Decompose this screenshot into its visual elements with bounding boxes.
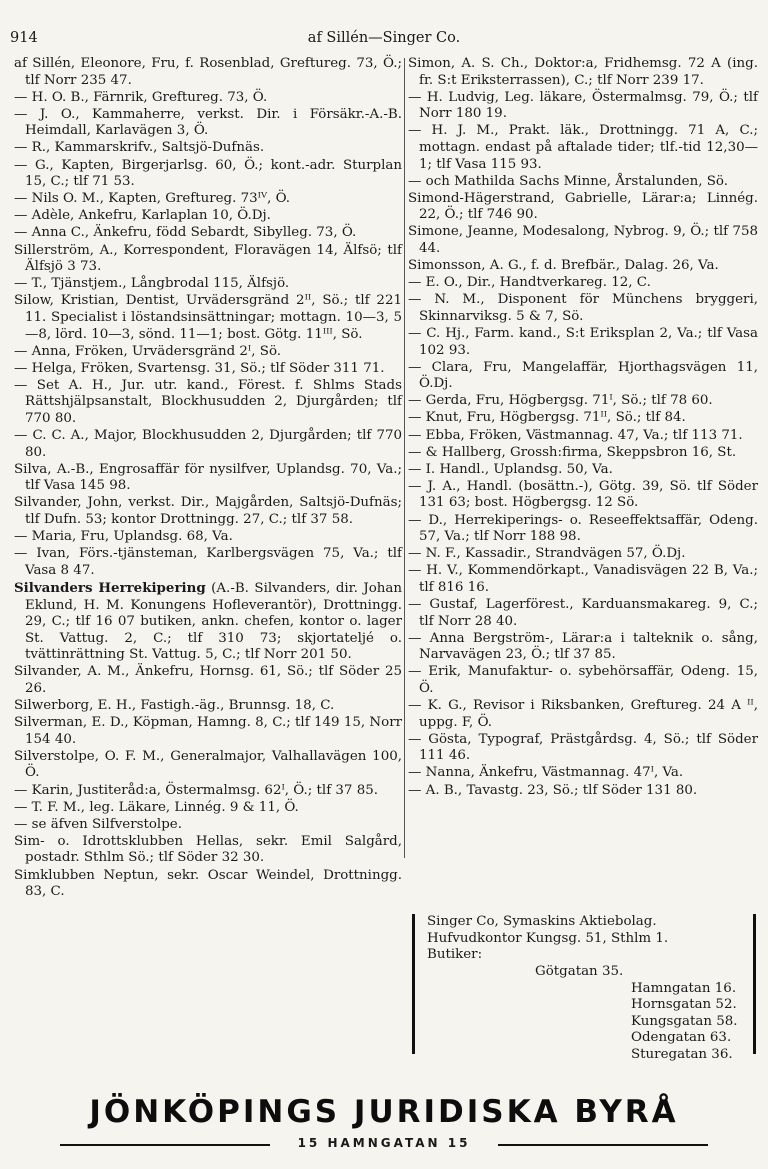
shop-address: Kungsgatan 58. [631, 1013, 738, 1029]
singer-advert-box [412, 914, 756, 1062]
directory-entry: — & Hallberg, Grossh:firma, Skeppsbron 16, St. [408, 444, 737, 460]
directory-entry: — R., Kammarskrifv., Saltsjö-Dufnäs. [14, 140, 265, 156]
directory-entry: — Set A. H., Jur. utr. kand., Förest. f. Shlms Stads Rättshjälpsanstalt, Blockhusudden 2, Djurgården; tlf 770 80. [14, 377, 402, 426]
shop-address: Sturegatan 36. [631, 1046, 733, 1062]
directory-entry: — N. F., Kassadir., Strandvägen 57, Ö.Dj. [408, 546, 686, 562]
directory-entry: — Karin, Justiteråd:a, Östermalmsg. 62ᴵ, Ö.; tlf 37 85. [14, 782, 378, 798]
directory-entry: — A. B., Tavastg. 23, Sö.; tlf Söder 131 80. [408, 782, 698, 798]
directory-entry: — Clara, Fru, Mangelaffär, Hjorthagsvägen 11, Ö.Dj. [408, 359, 758, 392]
directory-entry: Sim- o. Idrottsklubben Hellas, sekr. Emil Salgård, postadr. Sthlm Sö.; tlf Söder 32 30. [14, 833, 402, 866]
directory-entry: Silverman, E. D., Köpman, Hamng. 8, C.; tlf 149 15, Norr 154 40. [14, 715, 402, 747]
page-number: 914 [10, 30, 38, 46]
directory-entry: — T., Tjänstjem., Långbrodal 115, Älfsjö. [14, 276, 290, 292]
directory-entry: — E. O., Dir., Handtverkareg. 12, C. [408, 275, 651, 291]
page-header [0, 30, 768, 54]
advert-line-1: Singer Co, Symaskins Aktiebolag. [427, 914, 657, 929]
directory-entry: Silvander, A. M., Änkefru, Hornsg. 61, Sö.; tlf Söder 25 26. [14, 664, 402, 696]
directory-entry: — H. V., Kommendörkapt., Vanadisvägen 22 B, Va.; tlf 816 16. [408, 563, 758, 595]
bold-entry-text: (A.-B. Silvanders, dir. Johan Eklund, H. M. Konungens Hofleverantör), Drottningg. 29, C.; tlf 16 07 butiken, ankn. chefen, kontor o. lager St. Vattug. 2, C.; tlf 310 73; skjortatelјé o. tvättinrättning St. Vattug. 5, C.; tlf Norr 201 50. [25, 580, 402, 663]
directory-entry: Simond-Hägerstrand, Gabrielle, Lärar:a; Linnég. 22, Ö.; tlf 746 90. [408, 190, 758, 223]
page-title: af Sillén—Singer Co. [307, 30, 461, 46]
directory-entry: Simonsson, A. G., f. d. Brefbär., Dalag. 26, Va. [408, 258, 719, 274]
shop-address: Hamngatan 16. [631, 980, 737, 996]
directory-entry: Sillerström, A., Korrespondent, Floravägen 14, Älfsö; tlf Älfsjö 3 73. [14, 242, 402, 275]
directory-entry: — Gösta, Typograf, Prästgårdsg. 4, Sö.; tlf Söder 111 46. [408, 731, 758, 764]
directory-entry: — Anna, Fröken, Urvädersgränd 2ᴵ, Sö. [14, 343, 282, 359]
directory-entry: — H. O. B., Färnrik, Greftureg. 73, Ö. [14, 89, 268, 105]
advert-banner-title: JÖNKÖPINGS JURIDISKA BYRÅ [89, 1094, 679, 1130]
directory-entry: — Adèle, Ankefru, Karlaplan 10, Ö.Dj. [14, 208, 271, 224]
directory-entry: — Ebba, Fröken, Västmannag. 47, Va.; tlf 113 71. [408, 427, 743, 443]
bold-entry-name: Silvanders Herrekipering [14, 579, 206, 596]
directory-entry: Silverstolpe, O. F. M., Generalmajor, Valhallavägen 100, Ö. [14, 748, 402, 781]
advert-banner-address: 15 HAMNGATAN 15 [297, 1136, 471, 1150]
shop-list [535, 964, 738, 1064]
directory-entry: Simklubben Neptun, sekr. Oscar Weindel, Drottningg. 83, C. [14, 867, 402, 900]
directory-entry: — C. Hj., Farm. kand., S:t Eriksplan 2, Va.; tlf Vasa 102 93. [408, 326, 758, 358]
directory-entry: — I. Handl., Uplandsg. 50, Va. [408, 461, 613, 477]
directory-entry: — Nils O. M., Kapten, Greftureg. 73ᴵⱽ, Ö. [14, 191, 291, 207]
directory-entry: — Gustaf, Lagerförest., Karduansmakareg. 9, C.; tlf Norr 28 40. [408, 597, 758, 629]
directory-entry: — Ivan, Förs.-tjänsteman, Karlbergsvägen 75, Va.; tlf Vasa 8 47. [14, 546, 402, 578]
advert-butiker-label: Butiker: [427, 947, 483, 963]
column-divider [404, 58, 405, 858]
directory-entry: — D., Herrekiperings- o. Reseeffektsaffär, Odeng. 57, Va.; tlf Norr 188 98. [408, 512, 758, 545]
directory-entry: — G., Kapten, Birgerjarlsg. 60, Ö.; kont.-adr. Sturplan 15, C.; tlf 71 53. [14, 157, 402, 190]
directory-entry: Silow, Kristian, Dentist, Urvädersgränd 2ᴵᴵ, Sö.; tlf 221 11. Specialist i löstandsinsättningar; mottagn. 10—3, 5—8, lörd. 10—3, sönd. 11—1; bost. Götg. 11ᴵᴵᴵ, Sö. [14, 293, 402, 342]
directory-entry: — H. J. M., Prakt. läk., Drottningg. 71 A, C.; mottagn. endast på aftalade tider; tlf.-tid 12,30—1; tlf Vasa 115 93. [408, 123, 758, 172]
directory-entry: — J. A., Handl. (bosättn.-), Götg. 39, Sö. tlf Söder 131 63; bost. Högbergsg. 12 Sö. [408, 478, 758, 511]
bold-entry [14, 580, 402, 664]
directory-entry: — och Mathilda Sachs Minne, Årstalunden, Sö. [408, 173, 728, 189]
directory-entry: Simon, A. S. Ch., Doktor:a, Fridhemsg. 72 A (ing. fr. S:t Eriksterrassen), C.; tlf Norr 239 17. [408, 56, 758, 88]
directory-entry: — Anna Bergström-, Lärar:a i talteknik o. sång, Narvavägen 23, Ö.; tlf 37 85. [408, 630, 758, 663]
directory-entry: Silwerborg, E. H., Fastigh.-äg., Brunnsg. 18, C. [14, 698, 335, 714]
directory-entry: Simone, Jeanne, Modesalong, Nybrog. 9, Ö.; tlf 758 44. [408, 224, 758, 257]
right-column [408, 56, 758, 800]
directory-entry: — N. M., Disponent för Münchens bryggeri, Skinnarviksg. 5 & 7, Sö. [408, 292, 758, 324]
directory-entry: — Nanna, Änkefru, Västmannag. 47ᴵ, Va. [408, 765, 684, 781]
directory-entry: — Knut, Fru, Högbergsg. 71ᴵᴵ, Sö.; tlf 84. [408, 410, 686, 426]
directory-entry: — Helga, Fröken, Svartensg. 31, Sö.; tlf Söder 311 71. [14, 360, 385, 376]
directory-entry: — Anna C., Änkefru, född Sebardt, Sibylleg. 73, Ö. [14, 225, 357, 241]
shop-address: Götgatan 35. [535, 964, 624, 979]
directory-entry: — K. G., Revisor i Riksbanken, Greftureg. 24 A ᴵᴵ, uppg. F, Ö. [408, 698, 758, 730]
directory-entry: — Maria, Fru, Uplandsg. 68, Va. [14, 529, 233, 545]
directory-entry: Silvander, John, verkst. Dir., Majgården, Saltsjö-Dufnäs; tlf Dufn. 53; kontor Drottningg. 27, C.; tlf 37 58. [14, 495, 402, 528]
directory-entry: Silva, A.-B., Engrosaffär för nysilfver, Uplandsg. 70, Va.; tlf Vasa 145 98. [14, 461, 402, 494]
left-column [14, 56, 402, 901]
directory-entry: — Gerda, Fru, Högbergsg. 71ᴵ, Sö.; tlf 78 60. [408, 393, 713, 409]
directory-entry: af Sillén, Eleonore, Fru, f. Rosenblad, Greftureg. 73, Ö.; tlf Norr 235 47. [14, 56, 402, 88]
directory-entry: — C. C. A., Major, Blockhusudden 2, Djurgården; tlf 770 80. [14, 428, 402, 460]
shop-address: Hornsgatan 52. [631, 997, 737, 1013]
advert-line-2: Hufvudkontor Kungsg. 51, Sthlm 1. [427, 930, 669, 946]
directory-entry: — H. Ludvig, Leg. läkare, Östermalmsg. 79, Ö.; tlf Norr 180 19. [408, 89, 758, 122]
shop-address: Odengatan 63. [631, 1030, 732, 1046]
directory-entry: — T. F. M., leg. Läkare, Linnég. 9 & 11, Ö. [14, 799, 299, 815]
advert-banner-address-row [60, 1136, 708, 1152]
directory-entry: — Erik, Manufaktur- o. sybehörsaffär, Odeng. 15, Ö. [408, 664, 758, 696]
directory-entry: — se äfven Silfverstolpe. [14, 816, 182, 832]
directory-entry: — J. O., Kammaherre, verkst. Dir. i Försäkr.-A.-B. Heimdall, Karlavägen 3, Ö. [14, 106, 402, 139]
